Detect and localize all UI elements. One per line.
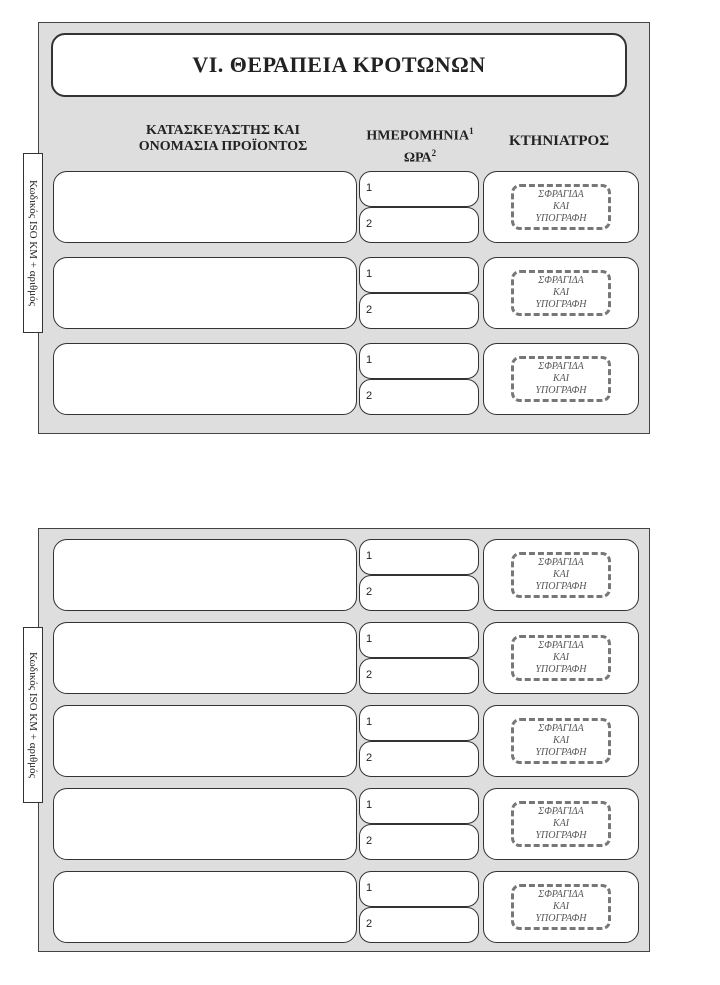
treatment-entry bbox=[53, 705, 639, 777]
product-field[interactable] bbox=[53, 871, 357, 943]
column-header-date-line1: ΗΜΕΡΟΜΗΝΙΑ bbox=[366, 128, 470, 144]
slot-number: 2 bbox=[366, 669, 373, 681]
stamp-text-line1: ΣΦΡΑΓΙΔΑ bbox=[538, 189, 584, 200]
stamp-text-line1: ΣΦΡΑΓΙΔΑ bbox=[538, 806, 584, 817]
slot-number: 2 bbox=[366, 918, 373, 930]
column-header-vet bbox=[489, 133, 629, 149]
iso-code-side-label-text: Κωδικός ISO KM + αριθμός bbox=[27, 652, 39, 778]
column-header-product bbox=[75, 123, 371, 155]
stamp-text-line3: ΥΠΟΓΡΑΦΗ bbox=[535, 385, 587, 396]
vet-stamp-field[interactable] bbox=[483, 788, 639, 860]
slot-number: 1 bbox=[366, 882, 373, 894]
treatment-entry bbox=[53, 539, 639, 611]
treatment-entry bbox=[53, 257, 639, 329]
stamp-text-line1: ΣΦΡΑΓΙΔΑ bbox=[538, 275, 584, 286]
stamp-text-line1: ΣΦΡΑΓΙΔΑ bbox=[538, 640, 584, 651]
stamp-text-line3: ΥΠΟΓΡΑΦΗ bbox=[535, 747, 587, 758]
stamp-text-line3: ΥΠΟΓΡΑΦΗ bbox=[535, 213, 587, 224]
slot-number: 2 bbox=[366, 586, 373, 598]
product-field[interactable] bbox=[53, 343, 357, 415]
treatment-entry bbox=[53, 171, 639, 243]
section-title-text: VI. ΘΕΡΑΠΕΙΑ ΚΡΟΤΩΝΩΝ bbox=[192, 52, 486, 77]
vet-stamp-field[interactable] bbox=[483, 539, 639, 611]
stamp-placeholder bbox=[511, 184, 611, 230]
stamp-text-line1: ΣΦΡΑΓΙΔΑ bbox=[538, 889, 584, 900]
iso-code-side-label-text: Κωδικός ISO KM + αριθμός bbox=[27, 180, 39, 306]
product-field[interactable] bbox=[53, 622, 357, 694]
slot-number: 1 bbox=[366, 716, 373, 728]
stamp-text-line1: ΣΦΡΑΓΙΔΑ bbox=[538, 723, 584, 734]
product-field[interactable] bbox=[53, 539, 357, 611]
slot-number: 1 bbox=[366, 268, 373, 280]
iso-code-side-label bbox=[23, 627, 43, 803]
product-field[interactable] bbox=[53, 171, 357, 243]
vet-stamp-field[interactable] bbox=[483, 622, 639, 694]
treatment-panel-bottom bbox=[27, 528, 650, 952]
stamp-text-line2: ΚΑΙ bbox=[552, 735, 570, 746]
date-time-field-1[interactable] bbox=[359, 705, 479, 741]
date-time-field-2[interactable] bbox=[359, 293, 479, 329]
stamp-text-line2: ΚΑΙ bbox=[552, 901, 570, 912]
date-time-field-1[interactable] bbox=[359, 788, 479, 824]
vet-stamp-field[interactable] bbox=[483, 343, 639, 415]
stamp-placeholder bbox=[511, 270, 611, 316]
stamp-text-line2: ΚΑΙ bbox=[552, 287, 570, 298]
slot-number: 1 bbox=[366, 182, 373, 194]
slot-number: 2 bbox=[366, 390, 373, 402]
date-time-field-2[interactable] bbox=[359, 741, 479, 777]
date-time-field-1[interactable] bbox=[359, 343, 479, 379]
stamp-placeholder bbox=[511, 884, 611, 930]
stamp-text-line2: ΚΑΙ bbox=[552, 652, 570, 663]
slot-number: 1 bbox=[366, 354, 373, 366]
column-header-date-line2: ΩΡΑ bbox=[403, 150, 432, 166]
footnote-marker-2: 2 bbox=[431, 147, 437, 158]
date-time-field-1[interactable] bbox=[359, 171, 479, 207]
vet-stamp-field[interactable] bbox=[483, 257, 639, 329]
date-time-field-2[interactable] bbox=[359, 379, 479, 415]
date-time-field-2[interactable] bbox=[359, 907, 479, 943]
slot-number: 2 bbox=[366, 752, 373, 764]
iso-code-side-label bbox=[23, 153, 43, 333]
stamp-text-line3: ΥΠΟΓΡΑΦΗ bbox=[535, 581, 587, 592]
vet-stamp-field[interactable] bbox=[483, 871, 639, 943]
date-time-field-2[interactable] bbox=[359, 207, 479, 243]
slot-number: 2 bbox=[366, 218, 373, 230]
stamp-text-line3: ΥΠΟΓΡΑΦΗ bbox=[535, 664, 587, 675]
slot-number: 2 bbox=[366, 304, 373, 316]
stamp-text-line2: ΚΑΙ bbox=[552, 201, 570, 212]
product-field[interactable] bbox=[53, 257, 357, 329]
stamp-text-line2: ΚΑΙ bbox=[552, 818, 570, 829]
stamp-placeholder bbox=[511, 635, 611, 681]
stamp-text-line3: ΥΠΟΓΡΑΦΗ bbox=[535, 299, 587, 310]
treatment-panel-top bbox=[27, 22, 650, 434]
stamp-text-line3: ΥΠΟΓΡΑΦΗ bbox=[535, 913, 587, 924]
stamp-text-line3: ΥΠΟΓΡΑΦΗ bbox=[535, 830, 587, 841]
column-header-product-line1: ΚΑΤΑΣΚΕΥΑΣΤΗΣ ΚΑΙ bbox=[146, 123, 300, 138]
stamp-placeholder bbox=[511, 801, 611, 847]
vet-stamp-field[interactable] bbox=[483, 705, 639, 777]
date-time-field-2[interactable] bbox=[359, 824, 479, 860]
date-time-field-1[interactable] bbox=[359, 622, 479, 658]
product-field[interactable] bbox=[53, 788, 357, 860]
slot-number: 1 bbox=[366, 799, 373, 811]
slot-number: 1 bbox=[366, 550, 373, 562]
date-time-field-1[interactable] bbox=[359, 871, 479, 907]
treatment-entry bbox=[53, 622, 639, 694]
stamp-placeholder bbox=[511, 356, 611, 402]
stamp-placeholder bbox=[511, 552, 611, 598]
slot-number: 2 bbox=[366, 835, 373, 847]
stamp-text-line2: ΚΑΙ bbox=[552, 569, 570, 580]
date-time-field-2[interactable] bbox=[359, 575, 479, 611]
date-time-field-1[interactable] bbox=[359, 257, 479, 293]
stamp-text-line2: ΚΑΙ bbox=[552, 373, 570, 384]
product-field[interactable] bbox=[53, 705, 357, 777]
vet-stamp-field[interactable] bbox=[483, 171, 639, 243]
column-header-vet-text: ΚΤΗΝΙΑΤΡΟΣ bbox=[508, 133, 610, 149]
stamp-text-line1: ΣΦΡΑΓΙΔΑ bbox=[538, 361, 584, 372]
date-time-field-1[interactable] bbox=[359, 539, 479, 575]
column-header-date bbox=[357, 123, 483, 166]
stamp-text-line1: ΣΦΡΑΓΙΔΑ bbox=[538, 557, 584, 568]
section-title bbox=[51, 33, 627, 97]
treatment-entry bbox=[53, 871, 639, 943]
slot-number: 1 bbox=[366, 633, 373, 645]
column-header-product-line2: ΟΝΟΜΑΣΙΑ ΠΡΟΪΟΝΤΟΣ bbox=[138, 139, 308, 154]
footnote-marker-1: 1 bbox=[469, 126, 474, 136]
date-time-field-2[interactable] bbox=[359, 658, 479, 694]
treatment-entry bbox=[53, 788, 639, 860]
treatment-entry bbox=[53, 343, 639, 415]
stamp-placeholder bbox=[511, 718, 611, 764]
